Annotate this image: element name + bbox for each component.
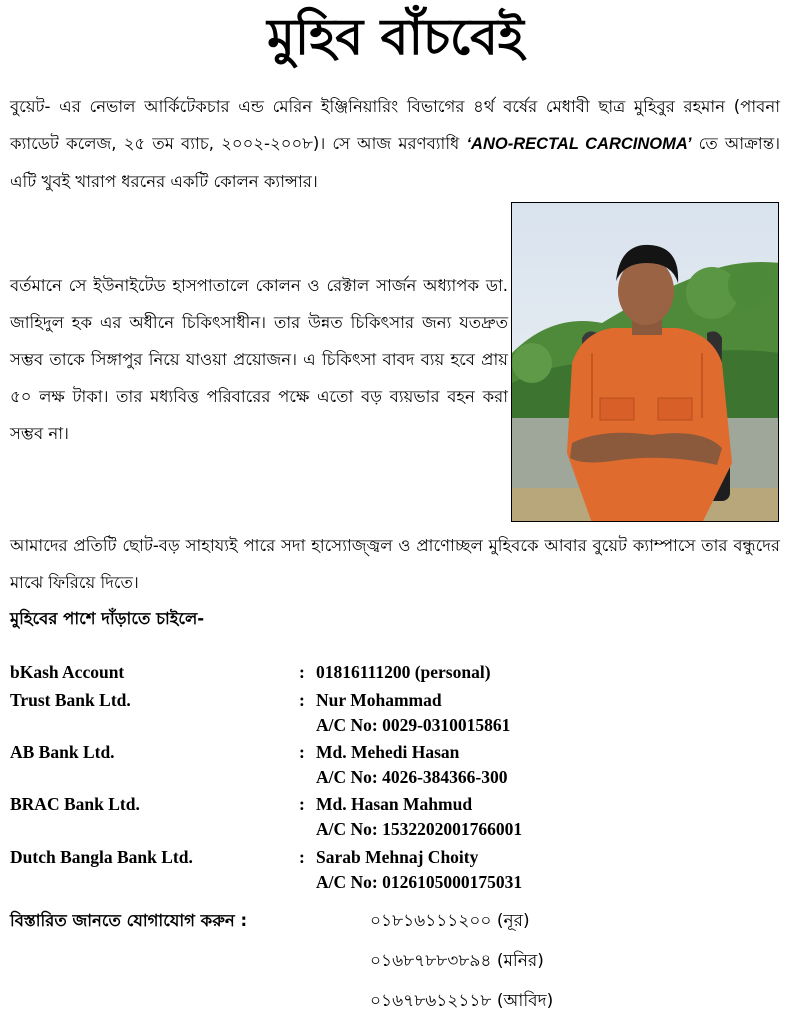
- intro-text-before: বুয়েট- এর নেভাল আর্কিটেকচার এন্ড মেরিন ইঞ্জিনিয়ারিং বিভাগের ৪র্থ বর্ষের মেধাবী ছাত্র মুহিবুর রহমান (পাবনা ক্যাডেট কলেজ, ২৫ তম ব্যাচ, ২০০২-২০০৮)। সে আজ মরণব্যাধি: [10, 97, 780, 153]
- patient-photo-image: [512, 203, 779, 522]
- intro-paragraph: [10, 88, 780, 200]
- contact-number: ০১৬৭৮৬১২১১৮ (আবিদ): [370, 991, 554, 1011]
- bank-name: Trust Bank Ltd.: [10, 690, 131, 710]
- disease-name: ‘ANO-RECTAL CARCINOMA’: [466, 135, 692, 153]
- contact-number: ০১৬৮৭৮৮৩৮৯৪ (মনির): [370, 951, 544, 971]
- contact-label: বিস্তারিত জানতে যোগাযোগ করুন :: [10, 911, 248, 930]
- appeal-paragraph: আমাদের প্রতিটি ছোট-বড় সাহায্যই পারে সদা হাস্যোজ্জ্বল ও প্রাণোচ্ছল মুহিবকে আবার বুয়েট ক্যাম্পাসে তার বন্ধুদের মাঝে ফিরিয়ে দিতে।: [10, 536, 780, 592]
- page-title: মুহিব বাঁচবেই: [267, 8, 524, 66]
- colon-separator: :: [299, 742, 305, 762]
- account-number: A/C No: 4026-384366-300: [316, 767, 508, 787]
- account-detail: 01816111200 (personal): [316, 662, 491, 682]
- treatment-paragraph: বর্তমানে সে ইউনাইটেড হাসপাতালে কোলন ও রেক্টাল সার্জন অধ্যাপক ডা. জাহিদুল হক এর অধীনে চিকিৎসাধীন। তার উন্নত চিকিৎসার জন্য যতদ্রুত সম্ভব তাকে সিঙ্গাপুর নিয়ে যাওয়া প্রয়োজন। এ চিকিৎসা বাবদ ব্যয় হবে প্রায় ৫০ লক্ষ টাকা। তার মধ্যবিত্ত পরিবারের পক্ষে এতো বড় ব্যয়ভার বহন করা সম্ভব না।: [10, 276, 508, 443]
- colon-separator: :: [299, 690, 305, 710]
- account-holder: Sarab Mehnaj Choity: [316, 847, 479, 867]
- support-heading: মুহিবের পাশে দাঁড়াতে চাইলে-: [10, 609, 205, 628]
- bank-name: bKash Account: [10, 662, 125, 682]
- account-holder: Nur Mohammad: [316, 690, 442, 710]
- bank-name: Dutch Bangla Bank Ltd.: [10, 847, 193, 867]
- patient-photo: [511, 202, 779, 522]
- account-number: A/C No: 0126105000175031: [316, 872, 523, 892]
- intro-text-after: তে আক্রান্ত। এটি খুবই খারাপ ধরনের একটি কোলন ক্যান্সার।: [10, 134, 780, 191]
- bank-name: BRAC Bank Ltd.: [10, 794, 140, 814]
- account-holder: Md. Hasan Mahmud: [316, 794, 473, 814]
- bank-name: AB Bank Ltd.: [10, 742, 115, 762]
- account-number: A/C No: 0029-0310015861: [316, 715, 511, 735]
- account-number: A/C No: 1532202001766001: [316, 819, 523, 839]
- colon-separator: :: [299, 662, 305, 682]
- contact-number: ০১৮১৬১১১২০০ (নূর): [370, 911, 530, 931]
- colon-separator: :: [299, 847, 305, 867]
- colon-separator: :: [299, 794, 305, 814]
- account-holder: Md. Mehedi Hasan: [316, 742, 460, 762]
